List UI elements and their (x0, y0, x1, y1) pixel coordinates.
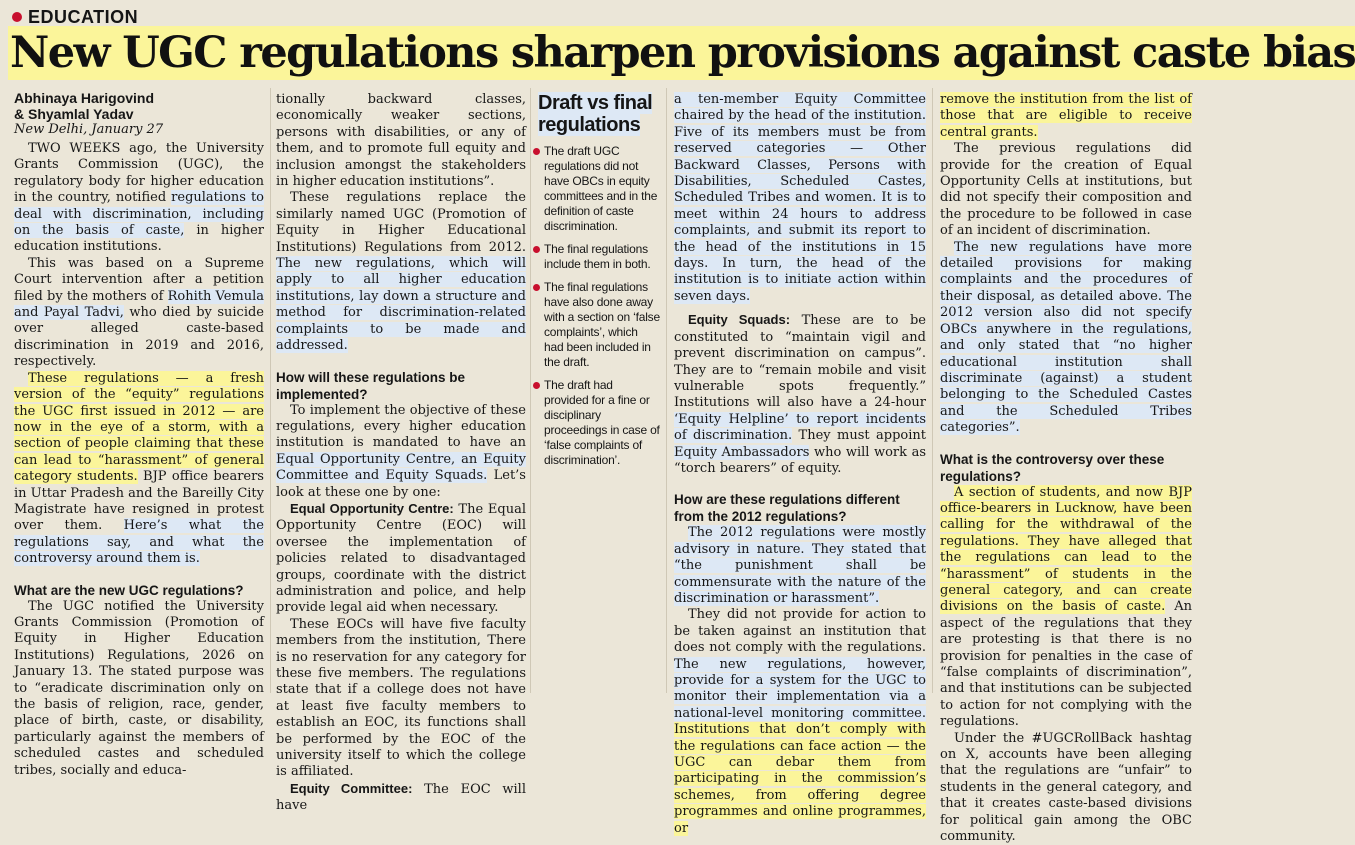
highlighted-text: ‘Equity Helpline’ to report incidents of discrimination. (674, 411, 926, 444)
text-run: They did not provide for action to be taken against an institution that does not comply with the regulations. (674, 607, 926, 656)
paragraph (14, 371, 264, 568)
bullet-icon (533, 246, 540, 253)
inline-label: Equal Opportunity Centre: (290, 500, 454, 516)
paragraph (276, 617, 526, 781)
paragraph (674, 312, 926, 477)
text-run: BJP office bearers in Uttar Pradesh and the Bareilly City Magistrate have resigned in protest over them. (14, 469, 264, 534)
section-bullet-icon (12, 12, 22, 22)
text-run: An aspect of the regulations that they are protesting is that there is no provision for penalties in the case of “false complaints of discrimination”, and that institutions can be subjected to action for not complying with the regulations. (940, 599, 1192, 730)
bullet-icon (533, 148, 540, 155)
subheading: How are these regulations different from the 2012 regulations? (674, 492, 900, 525)
paragraph (940, 240, 1192, 437)
column-divider (530, 88, 531, 693)
highlighted-text: Equal Opportunity Centre, an Equity Committee and Equity Squads. (276, 451, 526, 484)
dateline: New Delhi, January 27 (14, 122, 164, 137)
paragraph (14, 256, 264, 371)
text-run: in higher education institutions. (14, 223, 264, 255)
inline-label: Equity Committee: (290, 780, 413, 796)
highlighted-text: Rohith Vemula and Payal Tadvi, (14, 288, 264, 321)
highlighted-text: regulations to deal with discrimination, including on the basis of caste, (14, 190, 264, 239)
text-run: To implement the objective of these regulations, every higher education institution is mandated to have an (276, 402, 526, 451)
text-run: who died by suicide over alleged caste-based discrimination in 2019 and 2016, respectively. (14, 305, 264, 370)
highlighted-text: These regulations — a fresh version of the “equity” regulations the UGC first issued in 2012 — are now in the eye of a storm, with a section of people claiming that these can lead to “harassment” of general category students. (14, 370, 264, 485)
column-divider (270, 88, 271, 693)
text-run: These regulations replace the similarly named UGC (Promotion of Equity in Higher Educational Institutions) Regulations from 2012. (276, 190, 526, 255)
highlighted-text: a ten-member Equity Committee chaired by the head of the institution. Five of its members must be from reserved categories — Other Backward Classes, Persons with Disabilities, Scheduled Castes, Scheduled Tribes and women. It is to meet within 24 hours to address complaints, and submit its report to the head of the institutions in 15 days. In turn, the head of the institution is to initiate action within seven days. (674, 92, 926, 304)
paragraph (674, 92, 926, 305)
sidebar-title: Draft vs final regulations (538, 92, 653, 136)
text-run: The previous regulations did provide for the creation of Equal Opportunity Cells at institutions, but did not specify their composition and the procedure to be followed in case of an incident of discrimination. (940, 141, 1192, 239)
highlighted-text: Equity Ambassadors (674, 444, 810, 460)
article-column-1 (14, 141, 264, 778)
text-run: who will work as “torch bearers” of equity. (674, 444, 926, 476)
column-divider (666, 88, 667, 693)
article-column-4 (674, 92, 926, 836)
text-run: These EOCs will have five faculty members from the institution, There is no reservation for any category for these five members. The regulations state that if a college does not have at least five faculty members to establish an EOC, its functions shall be performed by the EOC of the university itself to which the college is affiliated. (276, 616, 526, 780)
highlighted-text: remove the institution from the list of those that are eligible to receive central grants. (940, 92, 1192, 140)
paragraph (940, 92, 1192, 141)
sidebar-item: The final regulations include them in both. (532, 242, 660, 272)
author-1: Abhinaya Harigovind (14, 90, 155, 106)
paragraph (14, 141, 264, 256)
paragraph (276, 781, 526, 815)
paragraph-body (276, 502, 526, 615)
inline-label: Equity Squads: (688, 312, 791, 328)
section-label: EDUCATION (28, 6, 139, 27)
text-run: tionally backward classes, economically weaker sections, persons with disabilities, or any of them, and to promote full equity and inclusion amongst the stakeholders in higher education institutions”. (276, 92, 526, 190)
column-divider (932, 88, 933, 693)
highlighted-text: Here’s what the regulations say, and what the controversy around them is. (14, 518, 264, 567)
bullet-icon (533, 284, 540, 291)
paragraph (940, 731, 1192, 845)
bullet-icon (533, 382, 540, 389)
paragraph (276, 190, 526, 354)
text-run: This was based on a Supreme Court intervention after a petition filed by the mothers of (14, 255, 264, 304)
article-column-2 (276, 92, 526, 814)
highlighted-text: The 2012 regulations were mostly advisory in nature. They stated that “the punishment shall be commensurate with the nature of the discrimination or harassment”. (674, 525, 926, 606)
article-column-5 (940, 92, 1192, 845)
paragraph (674, 607, 926, 837)
text-run: Let’s look at these one by one: (276, 468, 526, 500)
sidebar-item: The draft UGC regulations did not have OBCs in equity committees and in the definition of caste discrimination. (532, 144, 660, 234)
text-run: Under the #UGCRollBack hashtag on X, accounts have been alleging that the regulations are “unfair” to students in the general category, and that it creates caste-based divisions for political gain among the OBC community. (940, 730, 1192, 845)
paragraph-body (674, 313, 926, 476)
headline (10, 26, 1355, 80)
text-run: These are to be constituted to “maintain vigil and prevent discrimination on campus”. They are to “remain mobile and visit vulnerable spots frequently.” Institutions will also have a 24-hour (674, 313, 926, 411)
paragraph (276, 403, 526, 501)
subheading: What are the new UGC regulations? (14, 582, 244, 598)
headline-text: New UGC regulations sharpen provisions against caste bias (10, 28, 1355, 78)
sidebar-item: The draft had provided for a fine or disciplinary proceedings in case of ‘false complaints of discrimination’. (532, 378, 660, 468)
paragraph (940, 485, 1192, 731)
text-run: They must appoint (792, 428, 926, 444)
highlighted-text: The new regulations, however, provide for a system for the UGC to monitor their implementation via a national-level monitoring committee. (674, 656, 926, 721)
highlighted-text: Institutions that don’t comply with the regulations can face action — the UGC can debar them from participating in the commission’s schemes, from offering degree programmes and online programmes, or (674, 722, 926, 836)
text-run: The UGC notified the University Grants Commission (Promotion of Equity in Higher Education Institutions) Regulations, 2026 on January 13. The stated purpose was to “eradicate discrimination only on the basis of religion, race, gender, place of birth, caste, or disability, particularly against the members of scheduled castes and scheduled tribes, socially and educa- (14, 598, 264, 778)
paragraph (276, 92, 526, 190)
sidebar-box (532, 92, 660, 476)
subheading: What is the controversy over these regulations? (940, 451, 1165, 484)
byline (14, 90, 264, 138)
text-run: TWO WEEKS ago, the University Grants Commission (UGC), the regulatory body for higher education in the country, notified (14, 141, 264, 206)
highlighted-text: The new regulations have more detailed provisions for making complaints and the procedures of their disposal, as detailed above. The 2012 version also did not specify OBCs anywhere in the regulations, and only stated that “no higher educational institution shall discriminate (against) a student belonging to the Scheduled Castes and the Scheduled Tribes categories”. (940, 239, 1192, 436)
highlighted-text: The new regulations, which will apply to all higher education institutions, lay down a structure and method for discrimination-related complaints to be made and addressed. (276, 256, 526, 354)
paragraph (940, 141, 1192, 239)
paragraph (276, 501, 526, 617)
paragraph (14, 599, 264, 779)
subheading: How will these regulations be implemented? (276, 369, 466, 402)
sidebar-item: The final regulations have also done away with a section on ‘false complaints’, which had been included in the draft. (532, 280, 660, 370)
highlighted-text: A section of students, and now BJP office-bearers in Lucknow, have been calling for the withdrawal of the regulations. They have alleged that the regulations can lead to the “harassment” of students in the general category, and can create divisions on the basis of caste. (940, 484, 1192, 615)
text-run: The EOC will have (276, 781, 526, 814)
text-run: The Equal Opportunity Centre (EOC) will oversee the implementation of policies related to disadvantaged groups, coordinate with the district administration and police, and help provide legal aid when necessary. (276, 501, 526, 616)
paragraph (674, 525, 926, 607)
author-2: & Shyamlal Yadav (14, 106, 134, 122)
